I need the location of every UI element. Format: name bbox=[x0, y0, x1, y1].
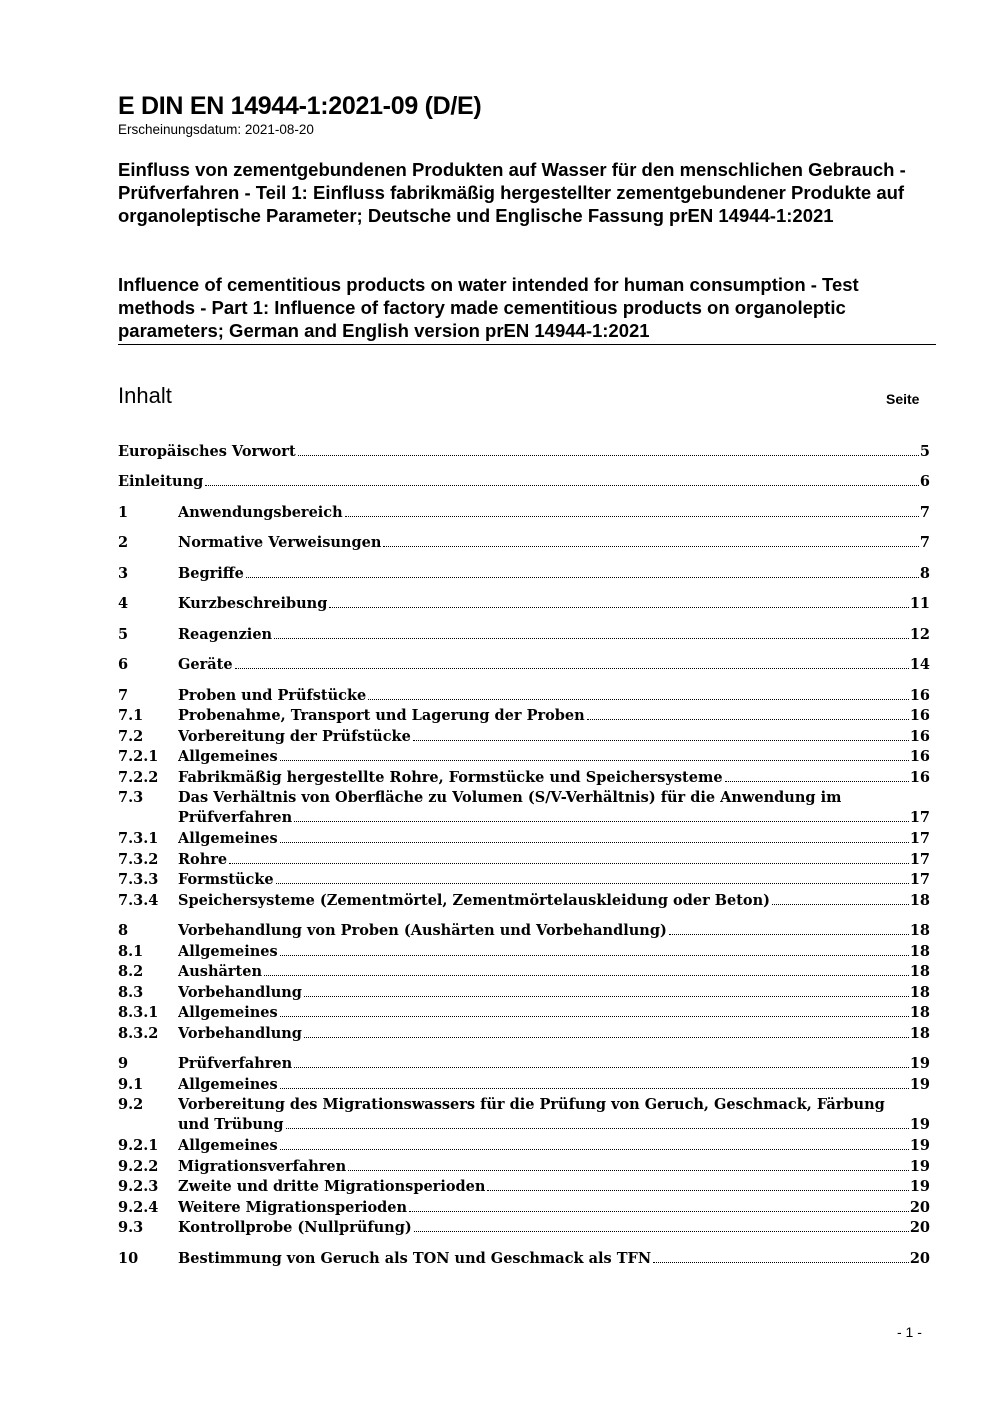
toc-entry-page: 14 bbox=[909, 656, 930, 673]
toc-entry-number: 9.2.2 bbox=[118, 1158, 159, 1175]
toc-dot-leader bbox=[368, 699, 909, 700]
toc-dot-leader bbox=[280, 955, 909, 956]
toc-dot-leader bbox=[280, 760, 909, 761]
toc-dot-leader bbox=[304, 1037, 909, 1038]
toc-entry-number: 8.2 bbox=[118, 963, 144, 980]
toc-dot-leader bbox=[304, 996, 909, 997]
toc-entry[interactable] bbox=[118, 919, 930, 939]
toc-entry-page: 11 bbox=[909, 595, 930, 612]
toc-entry-number: 9.2.1 bbox=[118, 1137, 159, 1154]
toc-entry-number: 9.2.3 bbox=[118, 1178, 159, 1195]
document-id: E DIN EN 14944-1:2021-09 (D/E) bbox=[118, 92, 482, 120]
toc-entry-page: 18 bbox=[909, 1004, 930, 1021]
toc-entry-title: Normative Verweisungen bbox=[178, 534, 382, 551]
toc-entry-number: 9.3 bbox=[118, 1219, 144, 1236]
toc-entry-number: 7 bbox=[118, 687, 129, 704]
toc-entry[interactable] bbox=[118, 1216, 930, 1236]
toc-entry[interactable] bbox=[118, 827, 930, 847]
toc-dot-leader bbox=[669, 934, 909, 935]
toc-entry-title: Europäisches Vorwort bbox=[118, 443, 296, 460]
toc-entry-page: 17 bbox=[909, 809, 930, 826]
toc-entry[interactable] bbox=[118, 725, 930, 745]
toc-dot-leader bbox=[725, 781, 909, 782]
toc-entry[interactable] bbox=[118, 653, 930, 673]
toc-entry[interactable] bbox=[118, 1052, 930, 1072]
toc-dot-leader bbox=[280, 1149, 909, 1150]
toc-dot-leader bbox=[653, 1262, 909, 1263]
toc-entry-number: 9.1 bbox=[118, 1076, 144, 1093]
toc-entry-title: Vorbehandlung von Proben (Aushärten und Vorbehandlung) bbox=[178, 922, 667, 939]
toc-dot-leader bbox=[235, 668, 909, 669]
toc-entry-page: 18 bbox=[909, 984, 930, 1001]
toc-entry[interactable] bbox=[118, 1247, 930, 1267]
toc-entry-title: Kurzbeschreibung bbox=[178, 595, 328, 612]
toc-entry-page: 18 bbox=[909, 1025, 930, 1042]
toc-entry-number: 8.3.1 bbox=[118, 1004, 159, 1021]
toc-entry-page: 18 bbox=[909, 892, 930, 909]
toc-entry-number: 7.2.1 bbox=[118, 748, 159, 765]
toc-entry-title: Kontrollprobe (Nullprüfung) bbox=[178, 1219, 412, 1236]
toc-entry[interactable] bbox=[118, 684, 930, 704]
toc-entry-page: 16 bbox=[909, 728, 930, 745]
toc-dot-leader bbox=[587, 719, 909, 720]
toc-entry-page: 20 bbox=[909, 1219, 930, 1236]
toc-entry-number: 7.2.2 bbox=[118, 769, 159, 786]
toc-entry-title: Bestimmung von Geruch als TON und Geschmack als TFN bbox=[178, 1250, 652, 1267]
toc-dot-leader bbox=[772, 904, 909, 905]
toc-dot-leader bbox=[246, 577, 919, 578]
toc-entry-number: 7.3.4 bbox=[118, 892, 159, 909]
toc-entry-page: 18 bbox=[909, 943, 930, 960]
toc-entry[interactable] bbox=[118, 1155, 930, 1175]
toc-dot-leader bbox=[229, 863, 909, 864]
toc-entry[interactable] bbox=[118, 868, 930, 888]
toc-entry-title: Vorbehandlung bbox=[178, 984, 302, 1001]
toc-entry-page: 16 bbox=[909, 707, 930, 724]
toc-entry-title: Begriffe bbox=[178, 565, 244, 582]
publication-date: Erscheinungsdatum: 2021-08-20 bbox=[118, 122, 314, 137]
toc-dot-leader bbox=[348, 1170, 909, 1171]
toc-entry-page: 6 bbox=[919, 473, 930, 490]
toc-entry-title: Aushärten bbox=[178, 963, 262, 980]
toc-dot-leader bbox=[298, 455, 919, 456]
toc-entry-page: 7 bbox=[919, 534, 930, 551]
toc-entry-title: Geräte bbox=[178, 656, 233, 673]
toc-entry[interactable] bbox=[118, 940, 930, 960]
toc-entry-title: Probenahme, Transport und Lagerung der Proben bbox=[178, 707, 585, 724]
toc-entry-number: 7.3.2 bbox=[118, 851, 159, 868]
toc-entry-title: Fabrikmäßig hergestellte Rohre, Formstücke und Speichersysteme bbox=[178, 769, 723, 786]
toc-dot-leader bbox=[487, 1190, 908, 1191]
toc-entry-title: Allgemeines bbox=[178, 1137, 278, 1154]
toc-entry-title: Allgemeines bbox=[178, 943, 278, 960]
toc-dot-leader bbox=[264, 975, 909, 976]
toc-entry[interactable] bbox=[118, 592, 930, 612]
toc-entry[interactable] bbox=[118, 440, 930, 460]
toc-entry[interactable] bbox=[118, 745, 930, 765]
toc-entry-title: Das Verhältnis von Oberfläche zu Volumen (S/V-Verhältnis) für die Anwendung im bbox=[178, 789, 842, 806]
toc-entry-title: Weitere Migrationsperioden bbox=[178, 1199, 408, 1216]
toc-entry-page: 17 bbox=[909, 851, 930, 868]
toc-dot-leader bbox=[409, 1211, 909, 1212]
toc-entry-number: 8 bbox=[118, 922, 129, 939]
toc-entry[interactable] bbox=[118, 848, 930, 868]
toc-entry[interactable] bbox=[118, 981, 930, 1001]
toc-entry-number: 4 bbox=[118, 595, 129, 612]
toc-entry-title: Formstücke bbox=[178, 871, 274, 888]
toc-entry-page: 19 bbox=[909, 1076, 930, 1093]
toc-entry-page: 19 bbox=[909, 1178, 930, 1195]
toc-entry[interactable] bbox=[118, 1175, 930, 1195]
toc-dot-leader bbox=[329, 607, 908, 608]
toc-entry-number: 9 bbox=[118, 1055, 129, 1072]
toc-entry[interactable] bbox=[118, 1073, 930, 1093]
toc-entry-page: 20 bbox=[909, 1199, 930, 1216]
toc-entry[interactable] bbox=[118, 1196, 930, 1216]
toc-entry[interactable] bbox=[118, 1093, 930, 1133]
page-number: - 1 - bbox=[897, 1324, 922, 1340]
toc-entry[interactable] bbox=[118, 960, 930, 980]
toc-dot-leader bbox=[276, 883, 909, 884]
toc-entry[interactable] bbox=[118, 501, 930, 521]
toc-dot-leader bbox=[286, 1128, 909, 1129]
toc-entry-number: 8.3 bbox=[118, 984, 144, 1001]
toc-dot-leader bbox=[294, 821, 909, 822]
toc-entry[interactable] bbox=[118, 1022, 930, 1042]
toc-entry-page: 19 bbox=[909, 1137, 930, 1154]
toc-dot-leader bbox=[205, 485, 919, 486]
toc-entry-number: 10 bbox=[118, 1250, 139, 1267]
toc-entry-title: Proben und Prüfstücke bbox=[178, 687, 367, 704]
toc-entry-page: 5 bbox=[919, 443, 930, 460]
toc-entry-title: Allgemeines bbox=[178, 1076, 278, 1093]
title-english: Influence of cementitious products on water intended for human consumption - Test methods - Part 1: Influence of factory made cementitious products on organoleptic parameters; German and English version prEN 14944-1:2021 bbox=[118, 274, 859, 341]
toc-entry-number: 8.3.2 bbox=[118, 1025, 159, 1042]
toc-entry-title: Allgemeines bbox=[178, 1004, 278, 1021]
toc-entry[interactable] bbox=[118, 766, 930, 786]
toc-entry[interactable] bbox=[118, 470, 930, 490]
toc-dot-leader bbox=[414, 1231, 909, 1232]
toc-entry-page: 17 bbox=[909, 830, 930, 847]
toc-entry-number: 9.2 bbox=[118, 1096, 144, 1113]
toc-dot-leader bbox=[383, 546, 919, 547]
toc-entry-page: 19 bbox=[909, 1158, 930, 1175]
toc-heading: Inhalt bbox=[118, 383, 172, 408]
toc-entry-page: 18 bbox=[909, 922, 930, 939]
toc-entry-page: 8 bbox=[919, 565, 930, 582]
toc-dot-leader bbox=[280, 842, 909, 843]
toc-entry[interactable] bbox=[118, 562, 930, 582]
toc-dot-leader bbox=[280, 1088, 909, 1089]
toc-entry-title: Anwendungsbereich bbox=[178, 504, 343, 521]
toc-entry-page: 7 bbox=[919, 504, 930, 521]
toc-entry-number: 7.1 bbox=[118, 707, 144, 724]
toc-entry-title: Speichersysteme (Zementmörtel, Zementmörtelauskleidung oder Beton) bbox=[178, 892, 771, 909]
toc-entry-page: 16 bbox=[909, 769, 930, 786]
toc-page-column-label: Seite bbox=[886, 391, 920, 407]
toc-entry[interactable] bbox=[118, 1001, 930, 1021]
toc-entry-page: 19 bbox=[909, 1055, 930, 1072]
toc-entry[interactable] bbox=[118, 889, 930, 909]
toc-entry-number: 7.3.1 bbox=[118, 830, 159, 847]
toc-dot-leader bbox=[345, 516, 919, 517]
toc-entry-title: Vorbereitung der Prüfstücke bbox=[178, 728, 411, 745]
toc-entry-title: Einleitung bbox=[118, 473, 204, 490]
toc-entry-title-continued: Prüfverfahren bbox=[178, 809, 293, 826]
toc-dot-leader bbox=[413, 740, 909, 741]
toc-entry-number: 1 bbox=[118, 504, 129, 521]
toc-entry-title: Allgemeines bbox=[178, 830, 278, 847]
toc-entry-number: 8.1 bbox=[118, 943, 144, 960]
toc-entry[interactable] bbox=[118, 531, 930, 551]
toc-entry-title: Vorbereitung des Migrationswassers für die Prüfung von Geruch, Geschmack, Färbung bbox=[178, 1096, 885, 1113]
toc-entry-page: 20 bbox=[909, 1250, 930, 1267]
title-german: Einfluss von zementgebundenen Produkten auf Wasser für den menschlichen Gebrauch - Prüfverfahren - Teil 1: Einfluss fabrikmäßig hergestellter zementgebundener Produkte auf organoleptische Parameter; Deutsche und Englische Fassung prEN 14944-1:2021 bbox=[118, 159, 906, 226]
toc-entry-page: 18 bbox=[909, 963, 930, 980]
toc-entry-number: 7.2 bbox=[118, 728, 144, 745]
toc-entry-page: 19 bbox=[909, 1116, 930, 1133]
toc-entry-number: 7.3 bbox=[118, 789, 144, 806]
toc-entry-number: 5 bbox=[118, 626, 129, 643]
toc-entry[interactable] bbox=[118, 786, 930, 826]
toc-entry-title: Vorbehandlung bbox=[178, 1025, 302, 1042]
toc-entry-number: 3 bbox=[118, 565, 129, 582]
toc-entry[interactable] bbox=[118, 623, 930, 643]
toc-entry-title-continued: und Trübung bbox=[178, 1116, 284, 1133]
toc-entry-title: Reagenzien bbox=[178, 626, 273, 643]
toc-dot-leader bbox=[280, 1016, 909, 1017]
toc-entry-number: 6 bbox=[118, 656, 129, 673]
toc-entry-number: 2 bbox=[118, 534, 129, 551]
toc-entry-page: 16 bbox=[909, 687, 930, 704]
toc-entry-page: 16 bbox=[909, 748, 930, 765]
toc-entry-page: 17 bbox=[909, 871, 930, 888]
toc-entry-title: Prüfverfahren bbox=[178, 1055, 293, 1072]
toc-entry-page: 12 bbox=[909, 626, 930, 643]
toc-entry[interactable] bbox=[118, 704, 930, 724]
toc-entry-title: Migrationsverfahren bbox=[178, 1158, 347, 1175]
toc-entry-title: Zweite und dritte Migrationsperioden bbox=[178, 1178, 486, 1195]
toc-entry-title: Allgemeines bbox=[178, 748, 278, 765]
toc-entry-number: 9.2.4 bbox=[118, 1199, 159, 1216]
toc-entry[interactable] bbox=[118, 1134, 930, 1154]
toc-entry-number: 7.3.3 bbox=[118, 871, 159, 888]
toc-dot-leader bbox=[274, 638, 909, 639]
title-divider bbox=[118, 344, 936, 345]
toc-dot-leader bbox=[294, 1067, 909, 1068]
toc-entry-title: Rohre bbox=[178, 851, 228, 868]
